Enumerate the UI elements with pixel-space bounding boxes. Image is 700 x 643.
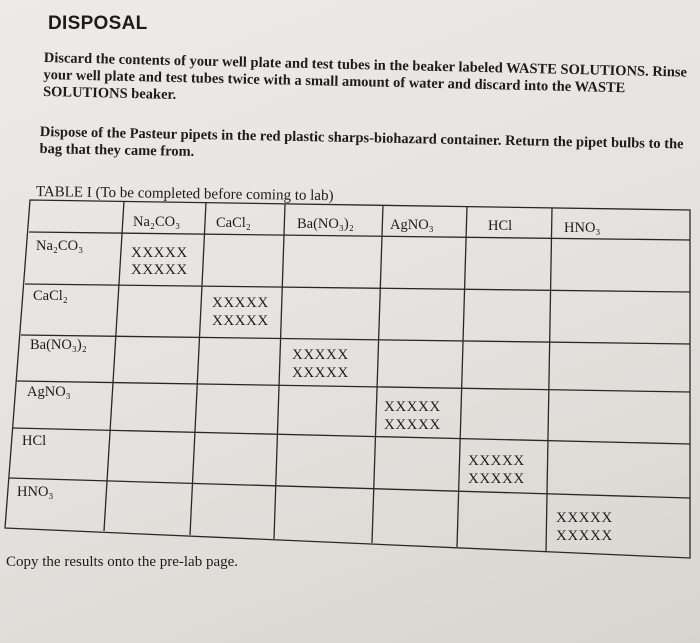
row-header-agno3: AgNO₃ bbox=[27, 384, 71, 400]
row-line bbox=[13, 428, 690, 444]
diagonal-mark-2a: XXXXX bbox=[212, 295, 269, 311]
column-line bbox=[546, 208, 552, 552]
column-header-hno3: HNO₃ bbox=[564, 220, 601, 236]
row-header-cacl2: CaCl₂ bbox=[33, 288, 68, 304]
column-line bbox=[457, 206, 467, 547]
diagonal-mark-5a: XXXXX bbox=[468, 453, 525, 469]
column-header-hcl: HCl bbox=[488, 218, 513, 234]
table-title: TABLE I (To be completed before coming to lab) bbox=[35, 184, 334, 205]
row-header-bano32: Ba(NO₃)₂ bbox=[30, 337, 87, 353]
column-line bbox=[190, 202, 206, 535]
row-header-na2co3: Na₂CO₃ bbox=[36, 238, 84, 254]
row-line bbox=[21, 335, 690, 344]
diagonal-mark-4a: XXXXX bbox=[384, 399, 441, 415]
pipet-disposal-paragraph: Dispose of the Pasteur pipets in the red plastic sharps-biohazard container. Return the pipet bulbs to the bag that they came from. bbox=[39, 124, 684, 160]
row-header-hcl: HCl bbox=[22, 433, 47, 449]
diagonal-mark-5b: XXXXX bbox=[468, 471, 525, 487]
column-line bbox=[372, 205, 383, 543]
column-header-agno3: AgNO₃ bbox=[390, 217, 434, 233]
row-line bbox=[9, 478, 690, 498]
diagonal-mark-1a: XXXXX bbox=[131, 245, 188, 261]
column-header-bano32: Ba(NO₃)₂ bbox=[297, 216, 354, 232]
diagonal-mark-6a: XXXXX bbox=[556, 510, 613, 526]
column-header-cacl2: CaCl₂ bbox=[216, 215, 251, 231]
page-title: DISPOSAL bbox=[48, 13, 148, 34]
row-header-hno3: HNO₃ bbox=[17, 484, 54, 500]
column-line bbox=[104, 201, 124, 531]
column-line bbox=[274, 204, 285, 539]
footer-note: Copy the results onto the pre-lab page. bbox=[6, 554, 239, 570]
diagonal-mark-1b: XXXXX bbox=[131, 262, 188, 278]
row-line bbox=[25, 284, 690, 292]
diagonal-mark-3a: XXXXX bbox=[292, 347, 349, 363]
diagonal-mark-2b: XXXXX bbox=[212, 313, 269, 329]
diagonal-mark-3b: XXXXX bbox=[292, 365, 349, 381]
row-line bbox=[17, 381, 690, 392]
disposal-instructions-paragraph: Discard the contents of your well plate and test tubes in the beaker labeled WASTE SOLUTIONS. Rinse your well plate and test tubes twice with a small amount of water and discard into the WASTE SOLUTIONS beaker. bbox=[42, 50, 688, 104]
diagonal-mark-6b: XXXXX bbox=[556, 528, 613, 544]
column-header-na2co3: Na₂CO₃ bbox=[133, 214, 181, 230]
diagonal-mark-4b: XXXXX bbox=[384, 417, 441, 433]
